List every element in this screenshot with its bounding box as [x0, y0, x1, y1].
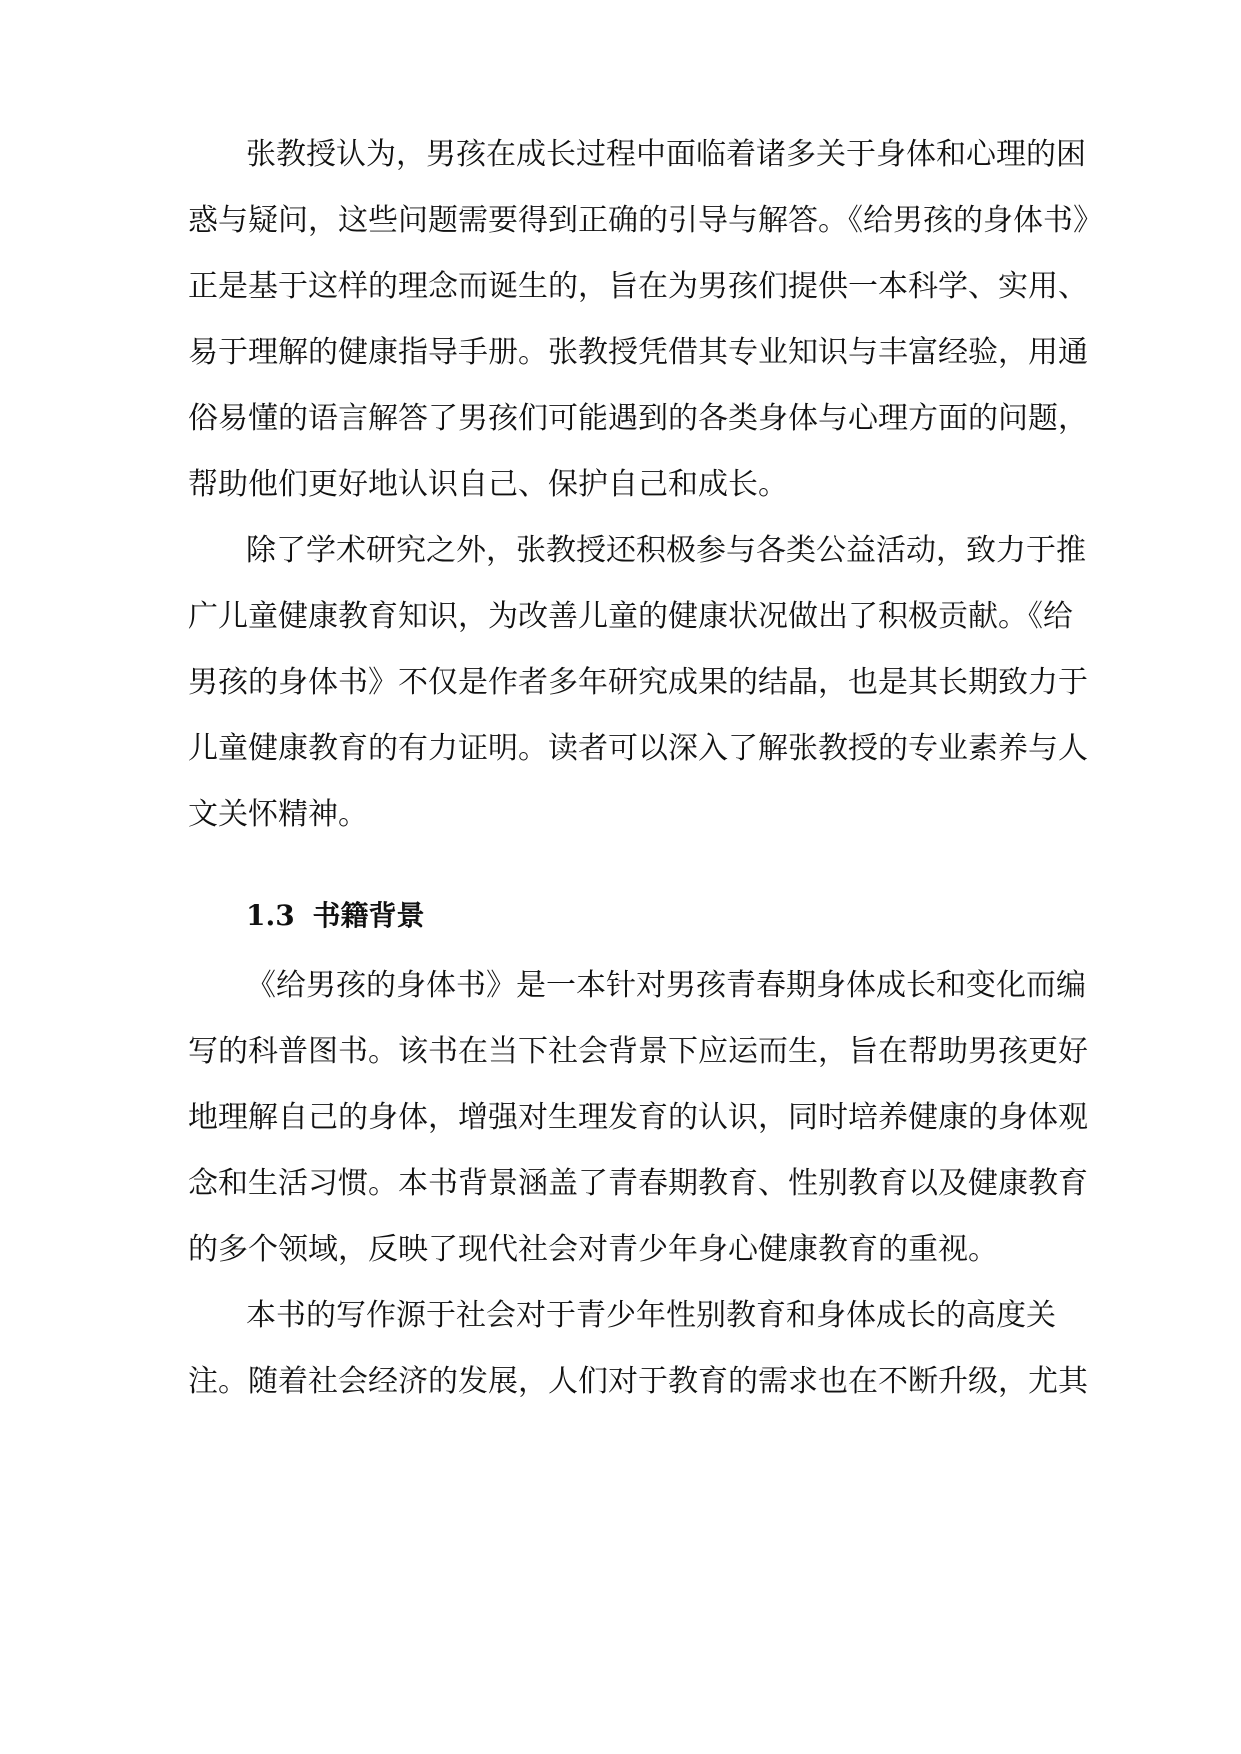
- paragraph-line: 帮助他们更好地认识自己、保护自己和成长。: [188, 467, 788, 502]
- paragraph-line: 除了学术研究之外，张教授还积极参与各类公益活动，致力于推: [246, 533, 1086, 568]
- section-title: 书籍背景: [312, 899, 425, 932]
- paragraph-line: 注。随着社会经济的发展，人们对于教育的需求也在不断升级，尤其: [188, 1364, 1088, 1399]
- paragraph-line: 文关怀精神。: [188, 797, 368, 832]
- section-number: 1.3: [246, 899, 295, 932]
- paragraph-line: 本书的写作源于社会对于青少年性别教育和身体成长的高度关: [246, 1298, 1056, 1333]
- paragraph-line: 易于理解的健康指导手册。张教授凭借其专业知识与丰富经验，用通: [188, 335, 1088, 370]
- paragraph-line: 正是基于这样的理念而诞生的，旨在为男孩们提供一本科学、实用、: [188, 269, 1088, 304]
- paragraph-line: 男孩的身体书》不仅是作者多年研究成果的结晶，也是其长期致力于: [188, 665, 1088, 700]
- paragraph-line: 《给男孩的身体书》是一本针对男孩青春期身体成长和变化而编: [246, 968, 1086, 1003]
- paragraph-line: 俗易懂的语言解答了男孩们可能遇到的各类身体与心理方面的问题，: [188, 401, 1088, 436]
- section-heading: [246, 896, 424, 936]
- paragraph-line: 张教授认为，男孩在成长过程中面临着诸多关于身体和心理的困: [246, 137, 1086, 172]
- paragraph-line: 广儿童健康教育知识，为改善儿童的健康状况做出了积极贡献。《给: [188, 599, 1073, 634]
- paragraph-line: 的多个领域，反映了现代社会对青少年身心健康教育的重视。: [188, 1232, 998, 1267]
- paragraph-line: 地理解自己的身体，增强对生理发育的认识，同时培养健康的身体观: [188, 1100, 1088, 1135]
- paragraph-line: 惑与疑问，这些问题需要得到正确的引导与解答。《给男孩的身体书》: [188, 203, 1103, 238]
- paragraph-line: 儿童健康教育的有力证明。读者可以深入了解张教授的专业素养与人: [188, 731, 1088, 766]
- paragraph-line: 念和生活习惯。本书背景涵盖了青春期教育、性别教育以及健康教育: [188, 1166, 1088, 1201]
- paragraph-line: 写的科普图书。该书在当下社会背景下应运而生，旨在帮助男孩更好: [188, 1034, 1088, 1069]
